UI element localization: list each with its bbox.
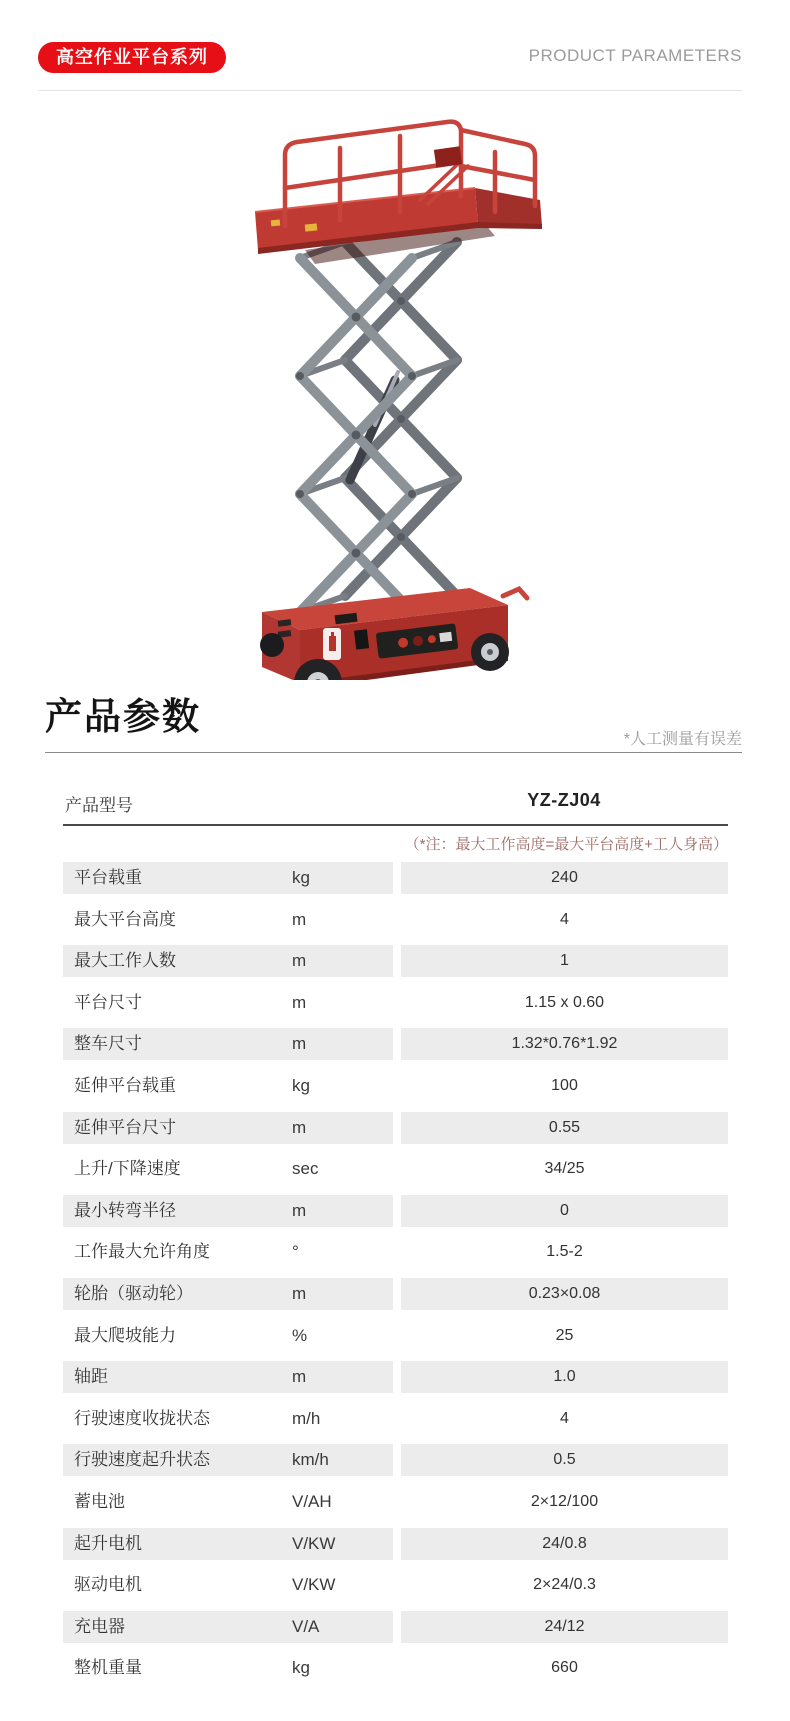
spec-value: 24/12 bbox=[401, 1611, 728, 1643]
spec-label-cell bbox=[63, 1444, 393, 1476]
page-title: 产品参数 bbox=[45, 696, 201, 737]
table-row bbox=[63, 1195, 728, 1227]
spec-label: 最小转弯半径 bbox=[74, 1200, 176, 1220]
spec-label-cell bbox=[63, 1320, 393, 1352]
spec-unit: m bbox=[292, 1117, 307, 1137]
spec-unit: V/KW bbox=[292, 1533, 336, 1553]
spec-unit: m bbox=[292, 1367, 307, 1387]
spec-label-cell bbox=[63, 1569, 393, 1601]
spec-unit: m bbox=[292, 909, 307, 929]
spec-value: 34/25 bbox=[544, 1160, 585, 1178]
table-row bbox=[63, 1153, 728, 1185]
spec-unit: m bbox=[292, 1034, 307, 1054]
spec-value: 2×12/100 bbox=[530, 1492, 599, 1510]
table-row bbox=[63, 1320, 728, 1352]
spec-label-cell bbox=[63, 1153, 393, 1185]
spec-unit: V/KW bbox=[292, 1575, 336, 1595]
spec-value: 0.23×0.08 bbox=[401, 1278, 728, 1310]
spec-label: 平台载重 bbox=[74, 868, 142, 887]
table-row bbox=[63, 1569, 728, 1601]
table-row bbox=[63, 904, 728, 936]
model-value: YZ-ZJ04 bbox=[527, 790, 601, 810]
spec-value: 1.0 bbox=[401, 1361, 728, 1393]
spec-value: 1.5-2 bbox=[546, 1243, 583, 1261]
spec-unit: kg bbox=[292, 1658, 310, 1678]
measure-note: *人工测量有误差 bbox=[623, 731, 742, 748]
table-row bbox=[63, 1236, 728, 1268]
spec-label-cell bbox=[63, 1236, 393, 1268]
table-row bbox=[63, 1528, 728, 1560]
spec-label: 延伸平台载重 bbox=[74, 1075, 176, 1095]
spec-label-cell bbox=[63, 1112, 393, 1144]
spec-label: 充电器 bbox=[74, 1616, 125, 1636]
spec-table bbox=[63, 862, 728, 1694]
spec-unit: m bbox=[292, 1283, 307, 1303]
spec-label-cell bbox=[63, 1611, 393, 1643]
spec-label: 工作最大允许角度 bbox=[74, 1242, 210, 1262]
table-note: （*注：最大工作高度=最大平台高度+工人身高） bbox=[404, 836, 728, 853]
spec-value: 0.55 bbox=[401, 1112, 728, 1144]
table-row bbox=[63, 1070, 728, 1102]
spec-value: 4 bbox=[560, 910, 569, 928]
spec-unit: ° bbox=[292, 1242, 299, 1262]
spec-unit: m/h bbox=[292, 1408, 321, 1428]
spec-label: 整车尺寸 bbox=[74, 1034, 142, 1054]
wheel bbox=[260, 633, 284, 657]
spec-label: 驱动电机 bbox=[74, 1575, 142, 1595]
table-row bbox=[63, 1611, 728, 1643]
table-row bbox=[63, 1278, 728, 1310]
spec-unit: V/AH bbox=[292, 1491, 332, 1511]
table-row bbox=[63, 1652, 728, 1684]
spec-label: 整机重量 bbox=[74, 1658, 142, 1678]
spec-label-cell bbox=[63, 1361, 393, 1393]
spec-unit: km/h bbox=[292, 1450, 329, 1470]
spec-unit: m bbox=[292, 992, 307, 1012]
spec-label-cell bbox=[63, 1486, 393, 1518]
spec-label: 轴距 bbox=[74, 1367, 108, 1387]
spec-value: 0.5 bbox=[401, 1444, 728, 1476]
spec-value: 24/0.8 bbox=[401, 1528, 728, 1560]
table-row bbox=[63, 862, 728, 894]
table-row bbox=[63, 987, 728, 1019]
spec-unit: m bbox=[292, 1200, 307, 1220]
spec-value: 0 bbox=[401, 1195, 728, 1227]
spec-label-cell bbox=[63, 1528, 393, 1560]
spec-label-cell bbox=[63, 1070, 393, 1102]
spec-label: 行驶速度起升状态 bbox=[74, 1450, 210, 1470]
spec-label: 起升电机 bbox=[74, 1533, 142, 1553]
spec-value: 660 bbox=[551, 1659, 578, 1677]
series-badge: 高空作业平台系列 bbox=[38, 42, 226, 73]
spec-unit: m bbox=[292, 951, 307, 971]
spec-label-cell bbox=[63, 862, 393, 894]
spec-label-cell bbox=[63, 1652, 393, 1684]
spec-value: 1 bbox=[401, 945, 728, 977]
platform-control-box bbox=[434, 146, 462, 167]
table-row bbox=[63, 1486, 728, 1518]
spec-label-cell bbox=[63, 1028, 393, 1060]
spec-value: 100 bbox=[551, 1076, 578, 1094]
table-row bbox=[63, 1112, 728, 1144]
spec-label: 最大工作人数 bbox=[74, 951, 176, 971]
header-divider bbox=[38, 90, 742, 91]
spec-label: 蓄电池 bbox=[74, 1491, 125, 1511]
spec-value: 240 bbox=[401, 862, 728, 894]
spec-label-cell bbox=[63, 904, 393, 936]
spec-label: 最大平台高度 bbox=[74, 909, 176, 929]
table-divider bbox=[63, 824, 728, 826]
table-row bbox=[63, 1444, 728, 1476]
spec-value: 2×24/0.3 bbox=[533, 1576, 596, 1594]
table-row bbox=[63, 1028, 728, 1060]
spec-label: 行驶速度收拢状态 bbox=[74, 1408, 210, 1428]
spec-label: 平台尺寸 bbox=[74, 992, 142, 1012]
model-label: 产品型号 bbox=[65, 796, 133, 815]
spec-unit: sec bbox=[292, 1159, 319, 1179]
spec-label-cell bbox=[63, 1403, 393, 1435]
spec-unit: % bbox=[292, 1325, 308, 1345]
table-row bbox=[63, 1361, 728, 1393]
spec-label-cell bbox=[63, 945, 393, 977]
extinguisher-decal bbox=[323, 628, 341, 660]
table-row bbox=[63, 1403, 728, 1435]
scissor-mechanism bbox=[296, 242, 457, 612]
spec-value: 1.15 x 0.60 bbox=[524, 993, 605, 1011]
spec-label-cell bbox=[63, 1278, 393, 1310]
section-divider bbox=[45, 752, 742, 753]
spec-label-cell bbox=[63, 1195, 393, 1227]
spec-label-cell bbox=[63, 987, 393, 1019]
spec-label: 上升/下降速度 bbox=[74, 1159, 181, 1179]
spec-label: 延伸平台尺寸 bbox=[74, 1117, 176, 1137]
table-row bbox=[63, 945, 728, 977]
spec-label: 最大爬坡能力 bbox=[74, 1325, 176, 1345]
spec-unit: V/A bbox=[292, 1616, 320, 1636]
spec-value: 25 bbox=[555, 1326, 574, 1344]
spec-value: 1.32*0.76*1.92 bbox=[401, 1028, 728, 1060]
spec-unit: kg bbox=[292, 868, 310, 887]
spec-value: 4 bbox=[560, 1409, 569, 1427]
header-subtitle: PRODUCT PARAMETERS bbox=[528, 46, 742, 65]
spec-unit: kg bbox=[292, 1075, 310, 1095]
product-image bbox=[185, 100, 605, 680]
spec-label: 轮胎（驱动轮） bbox=[74, 1283, 193, 1303]
